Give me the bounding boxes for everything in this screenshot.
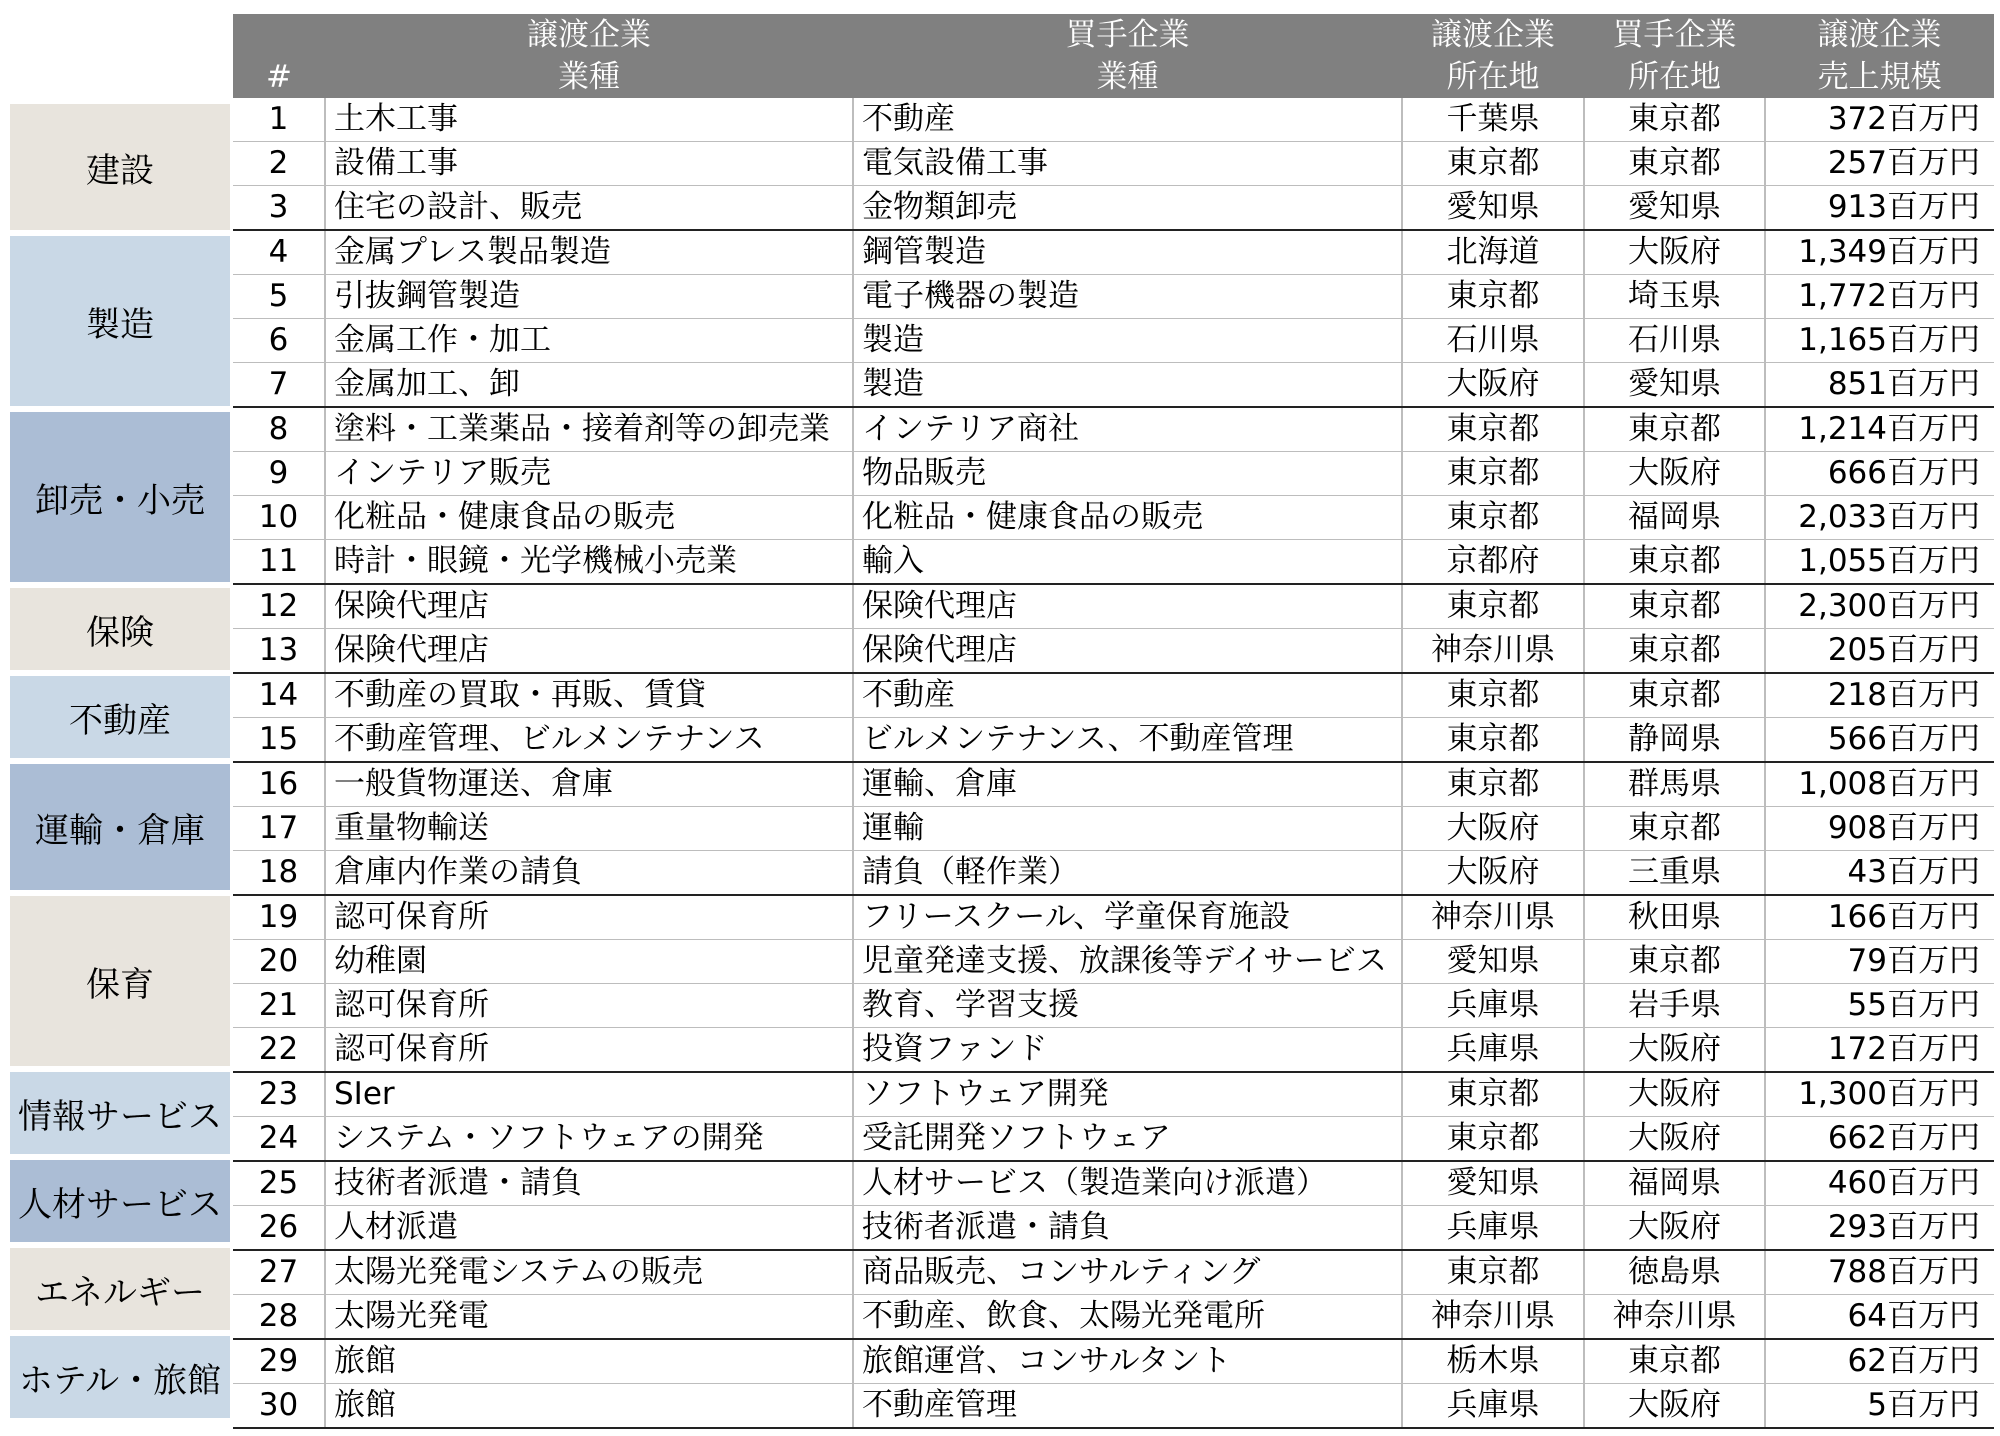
row-number: 8 xyxy=(233,407,325,452)
seller-location-cell: 東京都 xyxy=(1402,584,1584,629)
seller-industry-cell: 倉庫内作業の請負 xyxy=(325,851,853,896)
seller-industry-cell: 時計・眼鏡・光学機械小売業 xyxy=(325,540,853,585)
table-row xyxy=(233,1117,1994,1162)
buyer-industry-cell: 投資ファンド xyxy=(853,1028,1402,1073)
seller-industry-cell: SIer xyxy=(325,1072,853,1117)
buyer-industry-cell: 児童発達支援、放課後等デイサービス xyxy=(853,940,1402,984)
seller-location-cell: 東京都 xyxy=(1402,1072,1584,1117)
buyer-industry-cell: 製造 xyxy=(853,363,1402,408)
seller-location-cell: 東京都 xyxy=(1402,496,1584,540)
seller-industry-cell: 人材派遣 xyxy=(325,1206,853,1251)
seller-industry-cell: 保険代理店 xyxy=(325,584,853,629)
seller-location-cell: 兵庫県 xyxy=(1402,1384,1584,1429)
buyer-industry-cell: 保険代理店 xyxy=(853,629,1402,674)
deals-table xyxy=(233,14,1994,1429)
table-row xyxy=(233,1161,1994,1206)
buyer-industry-cell: 保険代理店 xyxy=(853,584,1402,629)
buyer-location-cell: 徳島県 xyxy=(1584,1250,1765,1295)
revenue-cell: 1,214百万円 xyxy=(1765,407,1994,452)
table-row xyxy=(233,1072,1994,1117)
seller-location-cell: 東京都 xyxy=(1402,762,1584,807)
sector-label: ホテル・旅館 xyxy=(10,1336,230,1418)
buyer-industry-cell: 金物類卸売 xyxy=(853,186,1402,231)
row-number: 30 xyxy=(233,1384,325,1429)
buyer-location-cell: 石川県 xyxy=(1584,319,1765,363)
table-row xyxy=(233,230,1994,275)
buyer-location-cell: 大阪府 xyxy=(1584,1072,1765,1117)
table-row xyxy=(233,186,1994,231)
table-row xyxy=(233,807,1994,851)
revenue-cell: 566百万円 xyxy=(1765,718,1994,763)
revenue-cell: 460百万円 xyxy=(1765,1161,1994,1206)
buyer-location-cell: 東京都 xyxy=(1584,407,1765,452)
seller-location-cell: 神奈川県 xyxy=(1402,895,1584,940)
seller-location-cell: 兵庫県 xyxy=(1402,1028,1584,1073)
buyer-location-cell: 東京都 xyxy=(1584,629,1765,674)
buyer-industry-cell: インテリア商社 xyxy=(853,407,1402,452)
table-row xyxy=(233,1339,1994,1384)
table-row xyxy=(233,142,1994,186)
seller-location-cell: 愛知県 xyxy=(1402,940,1584,984)
buyer-location-cell: 大阪府 xyxy=(1584,230,1765,275)
row-number: 29 xyxy=(233,1339,325,1384)
table-row xyxy=(233,762,1994,807)
seller-industry-cell: 金属加工、卸 xyxy=(325,363,853,408)
seller-industry-cell: 化粧品・健康食品の販売 xyxy=(325,496,853,540)
buyer-industry-cell: 化粧品・健康食品の販売 xyxy=(853,496,1402,540)
table-row xyxy=(233,98,1994,142)
row-number: 23 xyxy=(233,1072,325,1117)
sector-label: 建設 xyxy=(10,104,230,230)
buyer-location-cell: 大阪府 xyxy=(1584,452,1765,496)
buyer-industry-cell: 商品販売、コンサルティング xyxy=(853,1250,1402,1295)
seller-industry-cell: システム・ソフトウェアの開発 xyxy=(325,1117,853,1162)
header-no: # xyxy=(233,14,325,98)
seller-location-cell: 大阪府 xyxy=(1402,363,1584,408)
revenue-cell: 1,165百万円 xyxy=(1765,319,1994,363)
buyer-industry-cell: 製造 xyxy=(853,319,1402,363)
table-row xyxy=(233,1384,1994,1429)
buyer-location-cell: 東京都 xyxy=(1584,584,1765,629)
sector-label: 情報サービス xyxy=(10,1072,230,1154)
sector-label: 運輸・倉庫 xyxy=(10,764,230,890)
sector-label: 不動産 xyxy=(10,676,230,758)
row-number: 12 xyxy=(233,584,325,629)
sector-column xyxy=(10,104,230,1424)
revenue-cell: 666百万円 xyxy=(1765,452,1994,496)
sector-label: 保険 xyxy=(10,588,230,670)
buyer-industry-cell: 運輸 xyxy=(853,807,1402,851)
row-number: 3 xyxy=(233,186,325,231)
seller-industry-cell: 金属プレス製品製造 xyxy=(325,230,853,275)
seller-industry-cell: 設備工事 xyxy=(325,142,853,186)
header-buyer-industry: 買手企業 業種 xyxy=(853,14,1402,98)
seller-industry-cell: 不動産管理、ビルメンテナンス xyxy=(325,718,853,763)
row-number: 14 xyxy=(233,673,325,718)
seller-industry-cell: 太陽光発電システムの販売 xyxy=(325,1250,853,1295)
sector-label: 製造 xyxy=(10,236,230,406)
header-seller-revenue: 譲渡企業 売上規模 xyxy=(1765,14,1994,98)
table-row xyxy=(233,1028,1994,1073)
header-seller-location: 譲渡企業 所在地 xyxy=(1402,14,1584,98)
revenue-cell: 5百万円 xyxy=(1765,1384,1994,1429)
row-number: 11 xyxy=(233,540,325,585)
table-row xyxy=(233,895,1994,940)
buyer-location-cell: 愛知県 xyxy=(1584,186,1765,231)
revenue-cell: 205百万円 xyxy=(1765,629,1994,674)
seller-location-cell: 愛知県 xyxy=(1402,186,1584,231)
buyer-location-cell: 大阪府 xyxy=(1584,1117,1765,1162)
revenue-cell: 172百万円 xyxy=(1765,1028,1994,1073)
buyer-location-cell: 福岡県 xyxy=(1584,496,1765,540)
table-row xyxy=(233,718,1994,763)
buyer-location-cell: 東京都 xyxy=(1584,142,1765,186)
revenue-cell: 1,055百万円 xyxy=(1765,540,1994,585)
buyer-industry-cell: 不動産管理 xyxy=(853,1384,1402,1429)
row-number: 1 xyxy=(233,98,325,142)
table-body xyxy=(233,98,1994,1428)
row-number: 6 xyxy=(233,319,325,363)
revenue-cell: 2,300百万円 xyxy=(1765,584,1994,629)
revenue-cell: 64百万円 xyxy=(1765,1295,1994,1340)
seller-industry-cell: 太陽光発電 xyxy=(325,1295,853,1340)
buyer-industry-cell: 輸入 xyxy=(853,540,1402,585)
buyer-industry-cell: 運輸、倉庫 xyxy=(853,762,1402,807)
revenue-cell: 662百万円 xyxy=(1765,1117,1994,1162)
revenue-cell: 2,033百万円 xyxy=(1765,496,1994,540)
revenue-cell: 913百万円 xyxy=(1765,186,1994,231)
seller-location-cell: 兵庫県 xyxy=(1402,984,1584,1028)
buyer-location-cell: 東京都 xyxy=(1584,540,1765,585)
seller-location-cell: 東京都 xyxy=(1402,142,1584,186)
table-row xyxy=(233,1295,1994,1340)
buyer-industry-cell: 不動産 xyxy=(853,98,1402,142)
table-row xyxy=(233,319,1994,363)
seller-location-cell: 東京都 xyxy=(1402,718,1584,763)
revenue-cell: 372百万円 xyxy=(1765,98,1994,142)
row-number: 16 xyxy=(233,762,325,807)
buyer-location-cell: 神奈川県 xyxy=(1584,1295,1765,1340)
sector-label: 人材サービス xyxy=(10,1160,230,1242)
row-number: 27 xyxy=(233,1250,325,1295)
row-number: 20 xyxy=(233,940,325,984)
revenue-cell: 218百万円 xyxy=(1765,673,1994,718)
seller-location-cell: 大阪府 xyxy=(1402,807,1584,851)
row-number: 28 xyxy=(233,1295,325,1340)
revenue-cell: 788百万円 xyxy=(1765,1250,1994,1295)
buyer-industry-cell: 電気設備工事 xyxy=(853,142,1402,186)
seller-location-cell: 神奈川県 xyxy=(1402,1295,1584,1340)
row-number: 5 xyxy=(233,275,325,319)
seller-industry-cell: 住宅の設計、販売 xyxy=(325,186,853,231)
row-number: 9 xyxy=(233,452,325,496)
revenue-cell: 851百万円 xyxy=(1765,363,1994,408)
seller-industry-cell: 旅館 xyxy=(325,1384,853,1429)
seller-location-cell: 千葉県 xyxy=(1402,98,1584,142)
seller-location-cell: 石川県 xyxy=(1402,319,1584,363)
row-number: 7 xyxy=(233,363,325,408)
buyer-industry-cell: 人材サービス（製造業向け派遣） xyxy=(853,1161,1402,1206)
buyer-location-cell: 東京都 xyxy=(1584,98,1765,142)
seller-industry-cell: 金属工作・加工 xyxy=(325,319,853,363)
table-header-row xyxy=(233,14,1994,98)
row-number: 15 xyxy=(233,718,325,763)
revenue-cell: 1,300百万円 xyxy=(1765,1072,1994,1117)
table-row xyxy=(233,851,1994,896)
seller-industry-cell: 塗料・工業薬品・接着剤等の卸売業 xyxy=(325,407,853,452)
revenue-cell: 55百万円 xyxy=(1765,984,1994,1028)
seller-location-cell: 京都府 xyxy=(1402,540,1584,585)
seller-industry-cell: 旅館 xyxy=(325,1339,853,1384)
seller-industry-cell: 保険代理店 xyxy=(325,629,853,674)
buyer-industry-cell: 不動産、飲食、太陽光発電所 xyxy=(853,1295,1402,1340)
row-number: 19 xyxy=(233,895,325,940)
seller-location-cell: 栃木県 xyxy=(1402,1339,1584,1384)
revenue-cell: 293百万円 xyxy=(1765,1206,1994,1251)
sector-label: 卸売・小売 xyxy=(10,412,230,582)
seller-industry-cell: 認可保育所 xyxy=(325,895,853,940)
buyer-industry-cell: 旅館運営、コンサルタント xyxy=(853,1339,1402,1384)
revenue-cell: 908百万円 xyxy=(1765,807,1994,851)
buyer-industry-cell: 技術者派遣・請負 xyxy=(853,1206,1402,1251)
buyer-location-cell: 岩手県 xyxy=(1584,984,1765,1028)
row-number: 26 xyxy=(233,1206,325,1251)
seller-industry-cell: インテリア販売 xyxy=(325,452,853,496)
seller-location-cell: 愛知県 xyxy=(1402,1161,1584,1206)
revenue-cell: 62百万円 xyxy=(1765,1339,1994,1384)
seller-industry-cell: 土木工事 xyxy=(325,98,853,142)
buyer-location-cell: 静岡県 xyxy=(1584,718,1765,763)
table-row xyxy=(233,629,1994,674)
buyer-location-cell: 福岡県 xyxy=(1584,1161,1765,1206)
row-number: 21 xyxy=(233,984,325,1028)
seller-location-cell: 東京都 xyxy=(1402,673,1584,718)
row-number: 17 xyxy=(233,807,325,851)
buyer-location-cell: 東京都 xyxy=(1584,673,1765,718)
seller-location-cell: 東京都 xyxy=(1402,452,1584,496)
revenue-cell: 43百万円 xyxy=(1765,851,1994,896)
buyer-industry-cell: 鋼管製造 xyxy=(853,230,1402,275)
revenue-cell: 166百万円 xyxy=(1765,895,1994,940)
table-row xyxy=(233,1206,1994,1251)
table-row xyxy=(233,407,1994,452)
sector-label: エネルギー xyxy=(10,1248,230,1330)
buyer-industry-cell: ソフトウェア開発 xyxy=(853,1072,1402,1117)
row-number: 13 xyxy=(233,629,325,674)
seller-industry-cell: 引抜鋼管製造 xyxy=(325,275,853,319)
buyer-industry-cell: 受託開発ソフトウェア xyxy=(853,1117,1402,1162)
table-row xyxy=(233,1250,1994,1295)
table-row xyxy=(233,496,1994,540)
seller-industry-cell: 重量物輸送 xyxy=(325,807,853,851)
row-number: 25 xyxy=(233,1161,325,1206)
row-number: 18 xyxy=(233,851,325,896)
seller-industry-cell: 一般貨物運送、倉庫 xyxy=(325,762,853,807)
row-number: 10 xyxy=(233,496,325,540)
buyer-industry-cell: ビルメンテナンス、不動産管理 xyxy=(853,718,1402,763)
buyer-industry-cell: 物品販売 xyxy=(853,452,1402,496)
seller-location-cell: 東京都 xyxy=(1402,1117,1584,1162)
buyer-location-cell: 東京都 xyxy=(1584,807,1765,851)
seller-industry-cell: 認可保育所 xyxy=(325,984,853,1028)
seller-location-cell: 東京都 xyxy=(1402,407,1584,452)
seller-location-cell: 北海道 xyxy=(1402,230,1584,275)
revenue-cell: 79百万円 xyxy=(1765,940,1994,984)
buyer-industry-cell: 請負（軽作業） xyxy=(853,851,1402,896)
buyer-industry-cell: 不動産 xyxy=(853,673,1402,718)
table-row xyxy=(233,584,1994,629)
buyer-location-cell: 埼玉県 xyxy=(1584,275,1765,319)
buyer-location-cell: 群馬県 xyxy=(1584,762,1765,807)
table-row xyxy=(233,452,1994,496)
buyer-location-cell: 秋田県 xyxy=(1584,895,1765,940)
seller-location-cell: 東京都 xyxy=(1402,275,1584,319)
seller-location-cell: 大阪府 xyxy=(1402,851,1584,896)
buyer-location-cell: 東京都 xyxy=(1584,940,1765,984)
buyer-location-cell: 大阪府 xyxy=(1584,1206,1765,1251)
buyer-location-cell: 東京都 xyxy=(1584,1339,1765,1384)
revenue-cell: 257百万円 xyxy=(1765,142,1994,186)
header-buyer-location: 買手企業 所在地 xyxy=(1584,14,1765,98)
header-seller-industry: 譲渡企業 業種 xyxy=(325,14,853,98)
buyer-industry-cell: フリースクール、学童保育施設 xyxy=(853,895,1402,940)
revenue-cell: 1,008百万円 xyxy=(1765,762,1994,807)
sector-label: 保育 xyxy=(10,896,230,1066)
row-number: 2 xyxy=(233,142,325,186)
table-row xyxy=(233,984,1994,1028)
row-number: 24 xyxy=(233,1117,325,1162)
buyer-location-cell: 愛知県 xyxy=(1584,363,1765,408)
seller-location-cell: 神奈川県 xyxy=(1402,629,1584,674)
buyer-location-cell: 三重県 xyxy=(1584,851,1765,896)
row-number: 22 xyxy=(233,1028,325,1073)
buyer-industry-cell: 電子機器の製造 xyxy=(853,275,1402,319)
table-row xyxy=(233,363,1994,408)
table-row xyxy=(233,275,1994,319)
seller-location-cell: 兵庫県 xyxy=(1402,1206,1584,1251)
revenue-cell: 1,772百万円 xyxy=(1765,275,1994,319)
seller-industry-cell: 幼稚園 xyxy=(325,940,853,984)
table-row xyxy=(233,940,1994,984)
table-row xyxy=(233,540,1994,585)
seller-industry-cell: 不動産の買取・再販、賃貸 xyxy=(325,673,853,718)
revenue-cell: 1,349百万円 xyxy=(1765,230,1994,275)
seller-industry-cell: 認可保育所 xyxy=(325,1028,853,1073)
seller-location-cell: 東京都 xyxy=(1402,1250,1584,1295)
table-row xyxy=(233,673,1994,718)
buyer-location-cell: 大阪府 xyxy=(1584,1384,1765,1429)
buyer-location-cell: 大阪府 xyxy=(1584,1028,1765,1073)
row-number: 4 xyxy=(233,230,325,275)
seller-industry-cell: 技術者派遣・請負 xyxy=(325,1161,853,1206)
buyer-industry-cell: 教育、学習支援 xyxy=(853,984,1402,1028)
